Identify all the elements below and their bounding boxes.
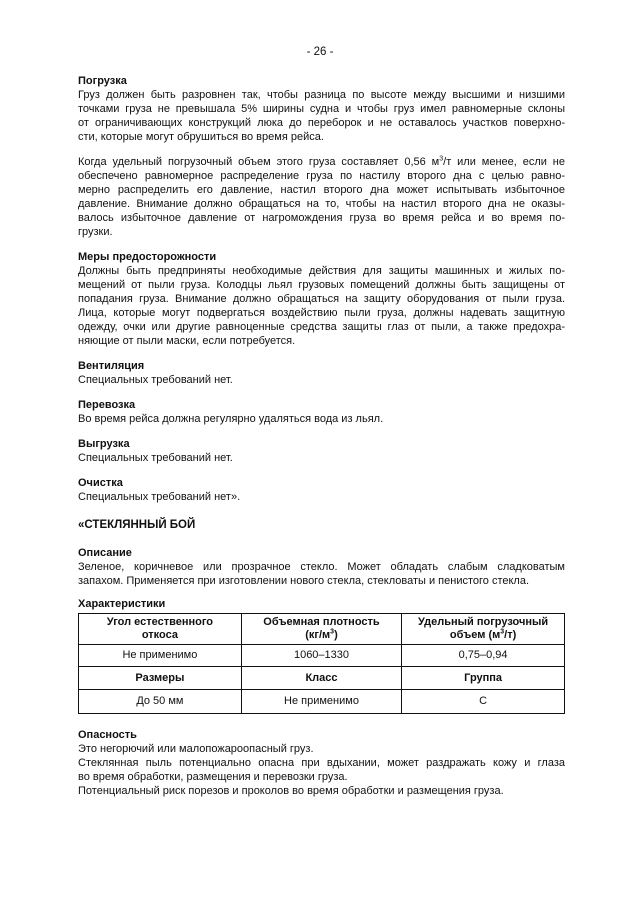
loading-p2-line-1: Когда удельный погрузочный объем этого груза составляет 0,56 $м^3/т$ или менее, если не bbox=[78, 155, 565, 168]
table-cell: Не применимо bbox=[79, 645, 242, 667]
ventilation-heading: Вентиляция bbox=[78, 360, 145, 372]
table-header-cell: Класс bbox=[241, 667, 401, 690]
hazard-line-2: Стеклянная пыль потенциально опасна при вдыхании, может раздражать кожу и глаза bbox=[78, 757, 565, 769]
description-line-2: запахом. Применяется при изготовлении нового стекла, стекловаты и пенистого стекла. bbox=[78, 575, 529, 587]
table-cell: До 50 мм bbox=[79, 690, 242, 714]
table-header-row bbox=[79, 614, 565, 645]
loading-line-4: сти, которые могут обрушиться во время рейса. bbox=[78, 131, 324, 143]
hazard-line-3: во время обработки, размещения и перевозки груза. bbox=[78, 771, 348, 783]
loading-p2-line-2: обеспечено равномерное распределение груза по настилу второго дна с целью равно- bbox=[78, 170, 565, 182]
hazard-line-4: Потенциальный риск порезов и проколов во время обработки и размещения груза. bbox=[78, 785, 504, 797]
table-subheader-row bbox=[79, 667, 565, 690]
carriage-heading: Перевозка bbox=[78, 399, 136, 411]
table-cell: 0,75–0,94 bbox=[402, 645, 565, 667]
loading-line-2: точками груза не превышала 5% ширины судна и чтобы груз имел равномерные склоны bbox=[78, 103, 565, 115]
header-cell-stowage-factor: Удельный погрузочный объем $(м^3/т)$ bbox=[402, 614, 565, 645]
description-heading: Описание bbox=[78, 547, 132, 559]
table-row bbox=[79, 690, 565, 714]
precautions-line-5: одежду, очки или другие равноценные средства защиты глаз от пыли, а также предохра- bbox=[78, 321, 565, 333]
precautions-heading: Меры предосторожности bbox=[78, 251, 217, 263]
hazard-line-1: Это негорючий или малопожароопасный груз. bbox=[78, 743, 314, 755]
precautions-line-4: Лица, которые могут подвергаться воздействию пыли груза, должны надевать защитную bbox=[78, 307, 565, 319]
loading-heading: Погрузка bbox=[78, 75, 127, 87]
ventilation-text: Специальных требований нет. bbox=[78, 374, 233, 386]
header-cell-repose-angle: Угол естественного откоса bbox=[79, 614, 242, 645]
discharge-heading: Выгрузка bbox=[78, 438, 130, 450]
loading-line-3: от ограничивающих конструкций люка до переборок и не оставалось участков поверхно- bbox=[78, 117, 565, 129]
table-cell: С bbox=[402, 690, 565, 714]
description-line-1: Зеленое, коричневое или прозрачное стекло. Может обладать слабым сладковатым bbox=[78, 561, 565, 573]
table-cell: 1060–1330 bbox=[241, 645, 401, 667]
hazard-heading: Опасность bbox=[78, 729, 137, 741]
precautions-line-1: Должны быть предприняты необходимые действия для защиты машинных и жилых по- bbox=[78, 265, 565, 277]
loading-line-1: Груз должен быть разровнен так, чтобы разница по высоте между высшими и низшими bbox=[78, 89, 565, 101]
cleaning-heading: Очистка bbox=[78, 477, 123, 489]
precautions-line-6: няющие от пыли маски, если потребуется. bbox=[78, 335, 296, 347]
discharge-text: Специальных требований нет. bbox=[78, 452, 233, 464]
cleaning-text: Специальных требований нет». bbox=[78, 491, 241, 503]
cargo-title: «СТЕКЛЯННЫЙ БОЙ bbox=[78, 519, 196, 531]
carriage-text: Во время рейса должна регулярно удаляться вода из льял. bbox=[78, 413, 384, 425]
table-header-cell: Группа bbox=[402, 667, 565, 690]
precautions-line-3: попадания груза. Внимание должно обращаться на защиту оборудования от пыли груза. bbox=[78, 293, 565, 305]
header-cell-bulk-density: Объемная плотность $(кг/м^3)$ bbox=[241, 614, 401, 645]
characteristics-heading: Характеристики bbox=[78, 598, 166, 610]
table-cell: Не применимо bbox=[241, 690, 401, 714]
characteristics-table bbox=[78, 613, 565, 714]
loading-p2-line-3: мерно распределить его давление, настил второго дна может испытывать избыточное bbox=[78, 184, 565, 196]
loading-p2-line-4: давление. Внимание должно обращаться на то, чтобы на настил второго дна не оказы- bbox=[78, 198, 565, 210]
table-row bbox=[79, 645, 565, 667]
loading-p2-line-6: грузки. bbox=[78, 226, 113, 238]
page-content bbox=[78, 74, 565, 798]
precautions-line-2: мещений от пыли груза. Колодцы льял грузовых помещений должны быть защищены от bbox=[78, 279, 565, 291]
table-header-cell: Размеры bbox=[79, 667, 242, 690]
loading-p2-line-5: валось избыточное давление от нагромождения груза во время рейса и во время по- bbox=[78, 212, 565, 224]
page-number: - 26 - bbox=[306, 46, 334, 58]
